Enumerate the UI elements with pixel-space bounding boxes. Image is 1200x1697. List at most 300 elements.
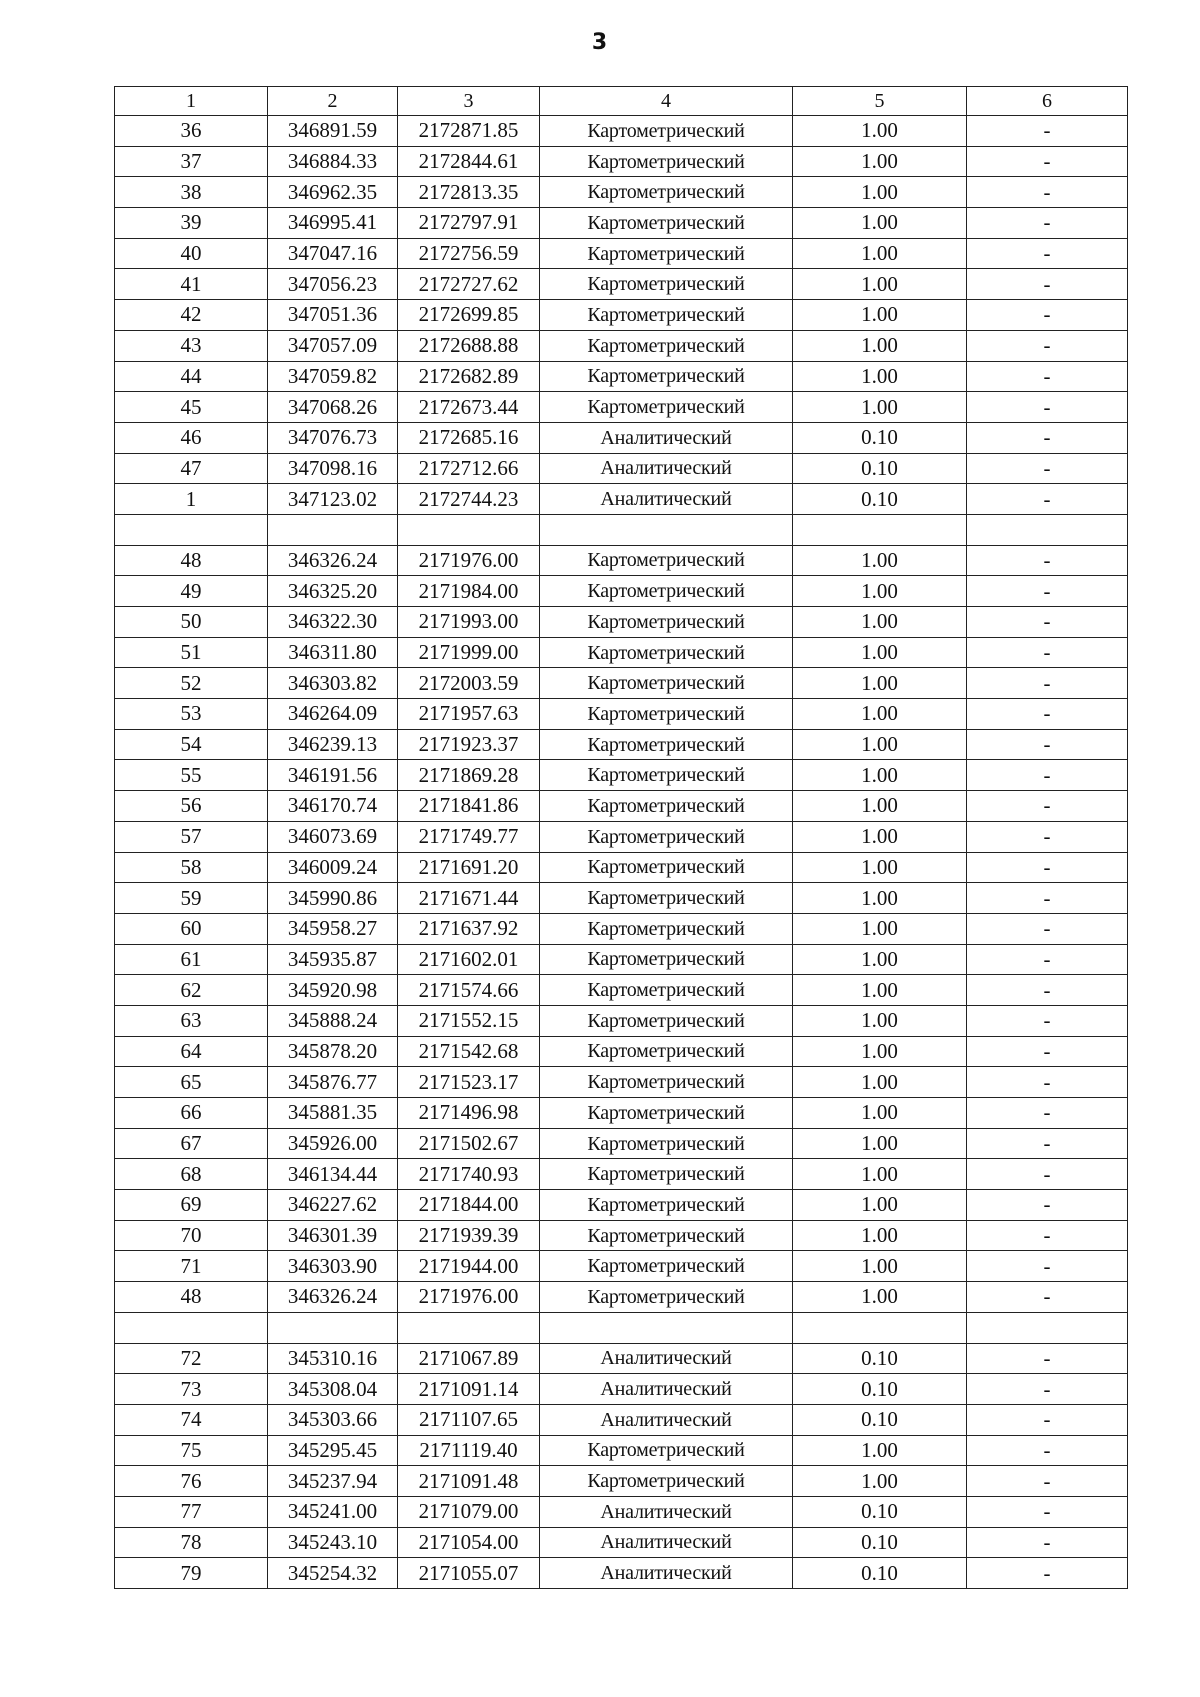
table-row: [115, 1220, 1128, 1251]
cell-point-number: 50: [115, 607, 268, 638]
cell-x-coordinate: 345990.86: [268, 883, 398, 914]
cell-point-number: 41: [115, 269, 268, 300]
column-header-5: 5: [793, 87, 967, 116]
cell-note: -: [967, 852, 1128, 883]
cell-x-coordinate: 347076.73: [268, 422, 398, 453]
table-row: [115, 852, 1128, 883]
cell-accuracy: 0.10: [793, 1527, 967, 1558]
cell-y-coordinate: 2171999.00: [398, 637, 540, 668]
table-row: [115, 545, 1128, 576]
cell-note: -: [967, 422, 1128, 453]
cell-method: Картометрический: [540, 1067, 793, 1098]
cell-x-coordinate: 346264.09: [268, 699, 398, 730]
cell-method: Картометрический: [540, 146, 793, 177]
cell-point-number: 38: [115, 177, 268, 208]
cell-point-number: 48: [115, 1282, 268, 1313]
cell-y-coordinate: 2171602.01: [398, 944, 540, 975]
table-row: [115, 791, 1128, 822]
cell-method: Картометрический: [540, 1282, 793, 1313]
table-row: [115, 637, 1128, 668]
cell-note: -: [967, 1005, 1128, 1036]
cell-x-coordinate: [268, 514, 398, 545]
cell-method: Аналитический: [540, 422, 793, 453]
page-number: 3: [591, 30, 609, 55]
cell-accuracy: 0.10: [793, 1558, 967, 1589]
cell-accuracy: 1.00: [793, 269, 967, 300]
cell-accuracy: 1.00: [793, 545, 967, 576]
cell-note: -: [967, 913, 1128, 944]
cell-note: -: [967, 1496, 1128, 1527]
cell-y-coordinate: 2171939.39: [398, 1220, 540, 1251]
cell-x-coordinate: 346325.20: [268, 576, 398, 607]
cell-x-coordinate: 346134.44: [268, 1159, 398, 1190]
table-row: [115, 607, 1128, 638]
cell-accuracy: 0.10: [793, 1374, 967, 1405]
table-row: [115, 116, 1128, 147]
cell-note: -: [967, 1466, 1128, 1497]
cell-accuracy: 0.10: [793, 1404, 967, 1435]
cell-point-number: 59: [115, 883, 268, 914]
cell-x-coordinate: 346962.35: [268, 177, 398, 208]
cell-point-number: 69: [115, 1190, 268, 1221]
table-row: [115, 944, 1128, 975]
cell-point-number: 67: [115, 1128, 268, 1159]
cell-y-coordinate: 2172685.16: [398, 422, 540, 453]
cell-method: Картометрический: [540, 116, 793, 147]
cell-note: -: [967, 760, 1128, 791]
cell-method: Картометрический: [540, 1005, 793, 1036]
cell-x-coordinate: 346239.13: [268, 729, 398, 760]
cell-method: Картометрический: [540, 545, 793, 576]
table-row: [115, 453, 1128, 484]
column-header-4: 4: [540, 87, 793, 116]
cell-note: -: [967, 1374, 1128, 1405]
cell-note: -: [967, 177, 1128, 208]
cell-note: -: [967, 668, 1128, 699]
cell-method: Картометрический: [540, 791, 793, 822]
cell-accuracy: 0.10: [793, 1496, 967, 1527]
cell-x-coordinate: 347051.36: [268, 300, 398, 331]
cell-point-number: 43: [115, 330, 268, 361]
cell-note: [967, 1312, 1128, 1343]
cell-y-coordinate: 2172003.59: [398, 668, 540, 699]
cell-y-coordinate: 2171944.00: [398, 1251, 540, 1282]
cell-point-number: 64: [115, 1036, 268, 1067]
cell-method: [540, 514, 793, 545]
table-row: [115, 1005, 1128, 1036]
cell-method: Картометрический: [540, 913, 793, 944]
cell-note: -: [967, 330, 1128, 361]
cell-accuracy: 1.00: [793, 1128, 967, 1159]
cell-method: Картометрический: [540, 1036, 793, 1067]
cell-method: Аналитический: [540, 453, 793, 484]
cell-point-number: 45: [115, 392, 268, 423]
cell-method: Аналитический: [540, 1527, 793, 1558]
cell-point-number: 37: [115, 146, 268, 177]
cell-point-number: [115, 1312, 268, 1343]
cell-accuracy: 1.00: [793, 637, 967, 668]
cell-point-number: 58: [115, 852, 268, 883]
cell-note: -: [967, 791, 1128, 822]
cell-accuracy: 1.00: [793, 1159, 967, 1190]
cell-x-coordinate: 346884.33: [268, 146, 398, 177]
cell-x-coordinate: 346009.24: [268, 852, 398, 883]
cell-accuracy: 1.00: [793, 975, 967, 1006]
cell-method: Картометрический: [540, 760, 793, 791]
cell-note: -: [967, 975, 1128, 1006]
cell-x-coordinate: 346303.82: [268, 668, 398, 699]
cell-note: -: [967, 208, 1128, 239]
cell-note: -: [967, 1067, 1128, 1098]
cell-method: Аналитический: [540, 484, 793, 515]
cell-method: Картометрический: [540, 729, 793, 760]
column-header-1: 1: [115, 87, 268, 116]
cell-y-coordinate: 2171091.48: [398, 1466, 540, 1497]
cell-method: Картометрический: [540, 975, 793, 1006]
cell-x-coordinate: 345237.94: [268, 1466, 398, 1497]
cell-y-coordinate: 2171523.17: [398, 1067, 540, 1098]
cell-x-coordinate: 346891.59: [268, 116, 398, 147]
cell-y-coordinate: 2172673.44: [398, 392, 540, 423]
cell-y-coordinate: 2172813.35: [398, 177, 540, 208]
cell-y-coordinate: 2172744.23: [398, 484, 540, 515]
cell-accuracy: 1.00: [793, 177, 967, 208]
cell-x-coordinate: 346326.24: [268, 1282, 398, 1313]
cell-y-coordinate: 2171740.93: [398, 1159, 540, 1190]
cell-x-coordinate: 346170.74: [268, 791, 398, 822]
cell-x-coordinate: 347047.16: [268, 238, 398, 269]
cell-y-coordinate: 2171055.07: [398, 1558, 540, 1589]
cell-point-number: 63: [115, 1005, 268, 1036]
table-row: [115, 1527, 1128, 1558]
cell-accuracy: 1.00: [793, 668, 967, 699]
table-body: [115, 116, 1128, 1589]
cell-x-coordinate: 345920.98: [268, 975, 398, 1006]
cell-x-coordinate: 346191.56: [268, 760, 398, 791]
cell-accuracy: 1.00: [793, 1466, 967, 1497]
cell-y-coordinate: 2171869.28: [398, 760, 540, 791]
cell-method: Аналитический: [540, 1343, 793, 1374]
cell-method: Картометрический: [540, 208, 793, 239]
table-row: [115, 484, 1128, 515]
cell-x-coordinate: 345876.77: [268, 1067, 398, 1098]
table-row: [115, 238, 1128, 269]
table-row: [115, 1190, 1128, 1221]
table-row: [115, 1251, 1128, 1282]
cell-x-coordinate: 345308.04: [268, 1374, 398, 1405]
cell-point-number: 62: [115, 975, 268, 1006]
table-row: [115, 146, 1128, 177]
table-row: [115, 177, 1128, 208]
cell-accuracy: 1.00: [793, 791, 967, 822]
table-row: [115, 1435, 1128, 1466]
cell-point-number: 61: [115, 944, 268, 975]
cell-method: Картометрический: [540, 1159, 793, 1190]
cell-note: -: [967, 883, 1128, 914]
cell-y-coordinate: 2171119.40: [398, 1435, 540, 1466]
cell-point-number: 70: [115, 1220, 268, 1251]
cell-method: Картометрический: [540, 269, 793, 300]
cell-note: -: [967, 1282, 1128, 1313]
cell-y-coordinate: 2171107.65: [398, 1404, 540, 1435]
cell-point-number: 75: [115, 1435, 268, 1466]
cell-accuracy: 1.00: [793, 330, 967, 361]
cell-note: -: [967, 729, 1128, 760]
cell-accuracy: 1.00: [793, 913, 967, 944]
cell-note: -: [967, 1190, 1128, 1221]
cell-point-number: 60: [115, 913, 268, 944]
table-row: [115, 1098, 1128, 1129]
cell-point-number: 51: [115, 637, 268, 668]
table-row: [115, 208, 1128, 239]
cell-y-coordinate: 2171671.44: [398, 883, 540, 914]
table-row: [115, 1343, 1128, 1374]
table-row: [115, 975, 1128, 1006]
cell-y-coordinate: 2171054.00: [398, 1527, 540, 1558]
cell-point-number: 57: [115, 821, 268, 852]
table-row: [115, 883, 1128, 914]
cell-note: -: [967, 821, 1128, 852]
table-row: [115, 1282, 1128, 1313]
cell-accuracy: 1.00: [793, 607, 967, 638]
cell-y-coordinate: 2172756.59: [398, 238, 540, 269]
cell-accuracy: 1.00: [793, 238, 967, 269]
cell-y-coordinate: 2171844.00: [398, 1190, 540, 1221]
separator-row: [115, 1312, 1128, 1343]
cell-note: -: [967, 361, 1128, 392]
cell-accuracy: 1.00: [793, 146, 967, 177]
header-row: [115, 87, 1128, 116]
cell-x-coordinate: 347059.82: [268, 361, 398, 392]
cell-method: Картометрический: [540, 852, 793, 883]
cell-method: Картометрический: [540, 392, 793, 423]
cell-method: Картометрический: [540, 1435, 793, 1466]
table-row: [115, 1159, 1128, 1190]
cell-y-coordinate: 2171637.92: [398, 913, 540, 944]
table-row: [115, 1067, 1128, 1098]
cell-note: -: [967, 699, 1128, 730]
cell-method: Картометрический: [540, 944, 793, 975]
cell-accuracy: 1.00: [793, 1098, 967, 1129]
cell-method: Картометрический: [540, 1190, 793, 1221]
cell-method: Картометрический: [540, 607, 793, 638]
cell-x-coordinate: 345926.00: [268, 1128, 398, 1159]
cell-point-number: 72: [115, 1343, 268, 1374]
cell-x-coordinate: 346303.90: [268, 1251, 398, 1282]
cell-accuracy: 0.10: [793, 484, 967, 515]
cell-point-number: [115, 514, 268, 545]
cell-x-coordinate: 345295.45: [268, 1435, 398, 1466]
cell-x-coordinate: 347056.23: [268, 269, 398, 300]
table-row: [115, 1036, 1128, 1067]
cell-note: -: [967, 1098, 1128, 1129]
column-header-3: 3: [398, 87, 540, 116]
cell-note: -: [967, 453, 1128, 484]
table-row: [115, 1374, 1128, 1405]
cell-point-number: 42: [115, 300, 268, 331]
cell-accuracy: [793, 514, 967, 545]
cell-y-coordinate: 2171749.77: [398, 821, 540, 852]
coordinates-table: [114, 86, 1128, 1589]
cell-note: -: [967, 944, 1128, 975]
cell-method: Картометрический: [540, 883, 793, 914]
cell-method: Картометрический: [540, 576, 793, 607]
cell-x-coordinate: 345310.16: [268, 1343, 398, 1374]
cell-note: -: [967, 607, 1128, 638]
cell-note: -: [967, 1343, 1128, 1374]
cell-method: Картометрический: [540, 238, 793, 269]
cell-y-coordinate: 2171923.37: [398, 729, 540, 760]
cell-method: Аналитический: [540, 1558, 793, 1589]
cell-accuracy: 1.00: [793, 1435, 967, 1466]
cell-point-number: 1: [115, 484, 268, 515]
cell-x-coordinate: 346073.69: [268, 821, 398, 852]
cell-accuracy: 1.00: [793, 883, 967, 914]
cell-x-coordinate: 347123.02: [268, 484, 398, 515]
cell-method: Аналитический: [540, 1496, 793, 1527]
cell-y-coordinate: 2171079.00: [398, 1496, 540, 1527]
cell-method: Картометрический: [540, 699, 793, 730]
table-row: [115, 729, 1128, 760]
table-row: [115, 269, 1128, 300]
cell-note: [967, 514, 1128, 545]
cell-method: [540, 1312, 793, 1343]
cell-y-coordinate: 2172688.88: [398, 330, 540, 361]
cell-y-coordinate: 2172844.61: [398, 146, 540, 177]
cell-y-coordinate: 2171067.89: [398, 1343, 540, 1374]
cell-x-coordinate: 345878.20: [268, 1036, 398, 1067]
table-header: [115, 87, 1128, 116]
table-row: [115, 1558, 1128, 1589]
table-row: [115, 422, 1128, 453]
cell-point-number: 77: [115, 1496, 268, 1527]
cell-method: Картометрический: [540, 637, 793, 668]
cell-note: -: [967, 545, 1128, 576]
table-row: [115, 821, 1128, 852]
cell-x-coordinate: 346311.80: [268, 637, 398, 668]
cell-note: -: [967, 1435, 1128, 1466]
cell-y-coordinate: 2171841.86: [398, 791, 540, 822]
cell-method: Картометрический: [540, 668, 793, 699]
cell-y-coordinate: 2171574.66: [398, 975, 540, 1006]
cell-note: -: [967, 1159, 1128, 1190]
cell-y-coordinate: 2172699.85: [398, 300, 540, 331]
cell-x-coordinate: 345888.24: [268, 1005, 398, 1036]
cell-point-number: 52: [115, 668, 268, 699]
cell-point-number: 49: [115, 576, 268, 607]
table-row: [115, 699, 1128, 730]
cell-point-number: 66: [115, 1098, 268, 1129]
cell-x-coordinate: [268, 1312, 398, 1343]
cell-accuracy: 1.00: [793, 300, 967, 331]
cell-point-number: 56: [115, 791, 268, 822]
cell-point-number: 74: [115, 1404, 268, 1435]
cell-method: Картометрический: [540, 300, 793, 331]
cell-y-coordinate: 2172682.89: [398, 361, 540, 392]
table-row: [115, 392, 1128, 423]
cell-y-coordinate: [398, 514, 540, 545]
cell-note: -: [967, 269, 1128, 300]
cell-note: -: [967, 300, 1128, 331]
cell-y-coordinate: 2171976.00: [398, 1282, 540, 1313]
cell-note: -: [967, 392, 1128, 423]
cell-point-number: 73: [115, 1374, 268, 1405]
cell-method: Картометрический: [540, 821, 793, 852]
cell-note: -: [967, 1036, 1128, 1067]
separator-row: [115, 514, 1128, 545]
cell-x-coordinate: 345241.00: [268, 1496, 398, 1527]
cell-point-number: 71: [115, 1251, 268, 1282]
cell-accuracy: 1.00: [793, 821, 967, 852]
table-row: [115, 300, 1128, 331]
cell-accuracy: 1.00: [793, 944, 967, 975]
cell-method: Картометрический: [540, 1251, 793, 1282]
table-row: [115, 760, 1128, 791]
column-header-2: 2: [268, 87, 398, 116]
cell-note: -: [967, 637, 1128, 668]
cell-accuracy: 0.10: [793, 422, 967, 453]
cell-note: -: [967, 484, 1128, 515]
table-row: [115, 1404, 1128, 1435]
cell-x-coordinate: 345881.35: [268, 1098, 398, 1129]
table-row: [115, 1466, 1128, 1497]
cell-method: Картометрический: [540, 1220, 793, 1251]
cell-point-number: 78: [115, 1527, 268, 1558]
cell-note: -: [967, 1527, 1128, 1558]
cell-x-coordinate: 346301.39: [268, 1220, 398, 1251]
cell-point-number: 68: [115, 1159, 268, 1190]
cell-point-number: 47: [115, 453, 268, 484]
table-row: [115, 361, 1128, 392]
cell-note: -: [967, 1404, 1128, 1435]
table-row: [115, 1128, 1128, 1159]
cell-accuracy: 1.00: [793, 760, 967, 791]
cell-point-number: 36: [115, 116, 268, 147]
cell-note: -: [967, 146, 1128, 177]
cell-accuracy: 1.00: [793, 576, 967, 607]
cell-x-coordinate: 345243.10: [268, 1527, 398, 1558]
cell-accuracy: 1.00: [793, 852, 967, 883]
cell-point-number: 46: [115, 422, 268, 453]
cell-method: Картометрический: [540, 177, 793, 208]
cell-y-coordinate: 2172712.66: [398, 453, 540, 484]
table-row: [115, 1496, 1128, 1527]
cell-y-coordinate: 2171496.98: [398, 1098, 540, 1129]
cell-y-coordinate: 2171957.63: [398, 699, 540, 730]
cell-method: Картометрический: [540, 361, 793, 392]
cell-note: -: [967, 1558, 1128, 1589]
cell-point-number: 54: [115, 729, 268, 760]
cell-x-coordinate: 347068.26: [268, 392, 398, 423]
cell-point-number: 79: [115, 1558, 268, 1589]
cell-x-coordinate: 345935.87: [268, 944, 398, 975]
cell-accuracy: 0.10: [793, 1343, 967, 1374]
column-header-6: 6: [967, 87, 1128, 116]
cell-point-number: 55: [115, 760, 268, 791]
cell-method: Картометрический: [540, 1128, 793, 1159]
cell-method: Аналитический: [540, 1404, 793, 1435]
cell-accuracy: 1.00: [793, 116, 967, 147]
cell-x-coordinate: 346322.30: [268, 607, 398, 638]
cell-y-coordinate: 2171984.00: [398, 576, 540, 607]
cell-x-coordinate: 347057.09: [268, 330, 398, 361]
cell-note: -: [967, 116, 1128, 147]
cell-method: Картометрический: [540, 330, 793, 361]
table-row: [115, 668, 1128, 699]
cell-note: -: [967, 238, 1128, 269]
cell-y-coordinate: 2171542.68: [398, 1036, 540, 1067]
table-row: [115, 913, 1128, 944]
